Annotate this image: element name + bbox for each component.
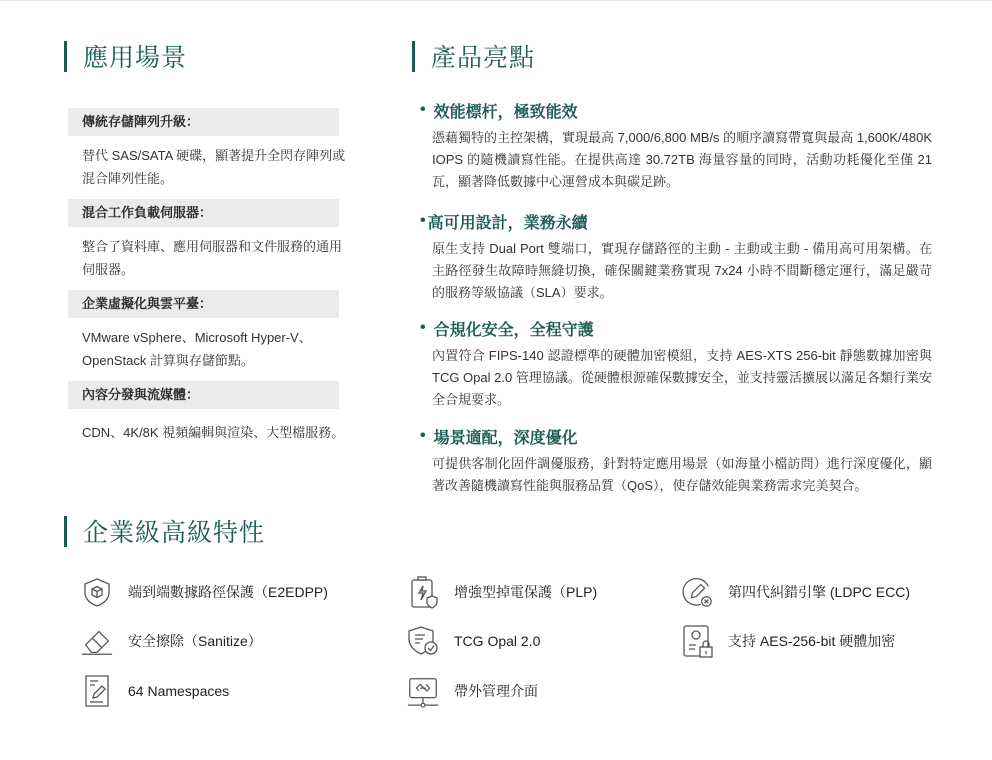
feature-label: TCG Opal 2.0: [454, 633, 541, 649]
list-check-icon: [406, 624, 440, 658]
scenario-item: [68, 199, 348, 281]
scenario-title: 內容分發與流媒體：: [68, 381, 339, 409]
scenario-body: 整合了資料庫、應用伺服器和文件服務的通用伺服器。: [82, 239, 343, 277]
scenario-body: CDN、4K/8K 視頻編輯與渲染、大型檔服務。: [82, 425, 345, 440]
highlight-item: [420, 317, 932, 411]
feature-label: 帶外管理介面: [454, 683, 538, 699]
applications-title: 應用場景: [83, 43, 188, 72]
battery-shield-icon: [406, 575, 440, 609]
top-divider: [0, 0, 992, 1]
highlight-title: 效能標杆，極致能效: [433, 103, 578, 121]
highlight-title: 合規化安全，全程守護: [433, 321, 594, 339]
eraser-icon: [80, 624, 114, 658]
feature-label: 端到端數據路徑保護（E2EDPP): [128, 584, 328, 600]
feature-item: [406, 572, 597, 612]
highlight-body: 可提供客制化固件調優服務，針對特定應用場景（如海量小檔訪問）進行深度優化，顯著改善隨機讀寫性能與服務品質（QoS），使存儲效能與業務需求完美契合。: [432, 456, 932, 493]
highlights-title: 產品亮點: [431, 43, 536, 72]
features-heading: [64, 513, 265, 549]
scenario-title: 傳統存儲陣列升級：: [68, 108, 339, 136]
highlight-title: 場景適配，深度優化: [433, 429, 578, 447]
scenario-item: [68, 381, 348, 444]
scenario-title: 混合工作負載伺服器：: [68, 199, 339, 227]
feature-label: 安全擦除（Sanitize）: [128, 633, 262, 649]
feature-item: [80, 572, 328, 612]
highlight-item: [420, 99, 932, 193]
bullet-icon: •: [420, 212, 426, 229]
feature-item: [680, 621, 895, 661]
edit-cancel-icon: [680, 575, 714, 609]
bullet-icon: •: [420, 101, 426, 118]
scenario-item: [68, 108, 348, 190]
heading-bar: [412, 41, 415, 72]
scenario-title: 企業虛擬化與雲平臺：: [68, 290, 339, 318]
features-title: 企業級高級特性: [83, 518, 266, 547]
highlight-body: 原生支持 Dual Port 雙端口，實現存儲路徑的主動 - 主動或主動 - 備用高可用架構。在主路徑發生故障時無縫切換，確保關鍵業務實現 7x24 小時不間斷穩定運行，滿足嚴苛的服務等級協議（SLA）要求。: [432, 241, 932, 300]
highlight-body: 憑藉獨特的主控架構，實現最高 7,000/6,800 MB/s 的順序讀寫帶寬與最高 1,600K/480K IOPS 的隨機讀寫性能。在提供高達 30.72TB 海量容量的同時，活動功耗優化至僅 21 瓦，顯著降低數據中心運營成本與碳足跡。: [432, 130, 932, 189]
feature-label: 增強型掉電保護（PLP): [454, 584, 598, 600]
scenario-body: 替代 SAS/SATA 硬碟，顯著提升全閃存陣列或混合陣列性能。: [82, 148, 346, 186]
heading-bar: [64, 516, 67, 547]
feature-item: [80, 671, 229, 711]
feature-label: 64 Namespaces: [128, 683, 230, 699]
doc-edit-icon: [80, 674, 114, 708]
highlight-item: [420, 425, 932, 497]
feature-item: [80, 621, 262, 661]
feature-item: [680, 572, 910, 612]
feature-item: [406, 671, 538, 711]
feature-label: 支持 AES-256-bit 硬體加密: [728, 633, 896, 649]
applications-heading: [64, 38, 187, 74]
shield-box-icon: [80, 575, 114, 609]
highlight-title: 高可用設計，業務永續: [427, 214, 588, 232]
lock-doc-icon: [680, 624, 714, 658]
feature-item: [406, 621, 540, 661]
highlight-body: 內置符合 FIPS-140 認證標準的硬體加密模組，支持 AES-XTS 256-bit 靜態數據加密與 TCG Opal 2.0 管理協議。從硬體根源確保數據安全，並支持靈活擴展以滿足各類行業安全合規要求。: [432, 348, 932, 407]
scenario-body: VMware vSphere、Microsoft Hyper-V、OpenStack 計算與存儲節點。: [82, 330, 312, 368]
feature-label: 第四代糾錯引擎 (LDPC ECC): [728, 584, 911, 600]
scenario-item: [68, 290, 348, 372]
highlight-item: [420, 210, 932, 304]
bullet-icon: •: [420, 427, 426, 444]
heading-bar: [64, 41, 67, 72]
highlights-heading: [412, 38, 535, 74]
link-tag-icon: [406, 674, 440, 708]
bullet-icon: •: [420, 319, 426, 336]
